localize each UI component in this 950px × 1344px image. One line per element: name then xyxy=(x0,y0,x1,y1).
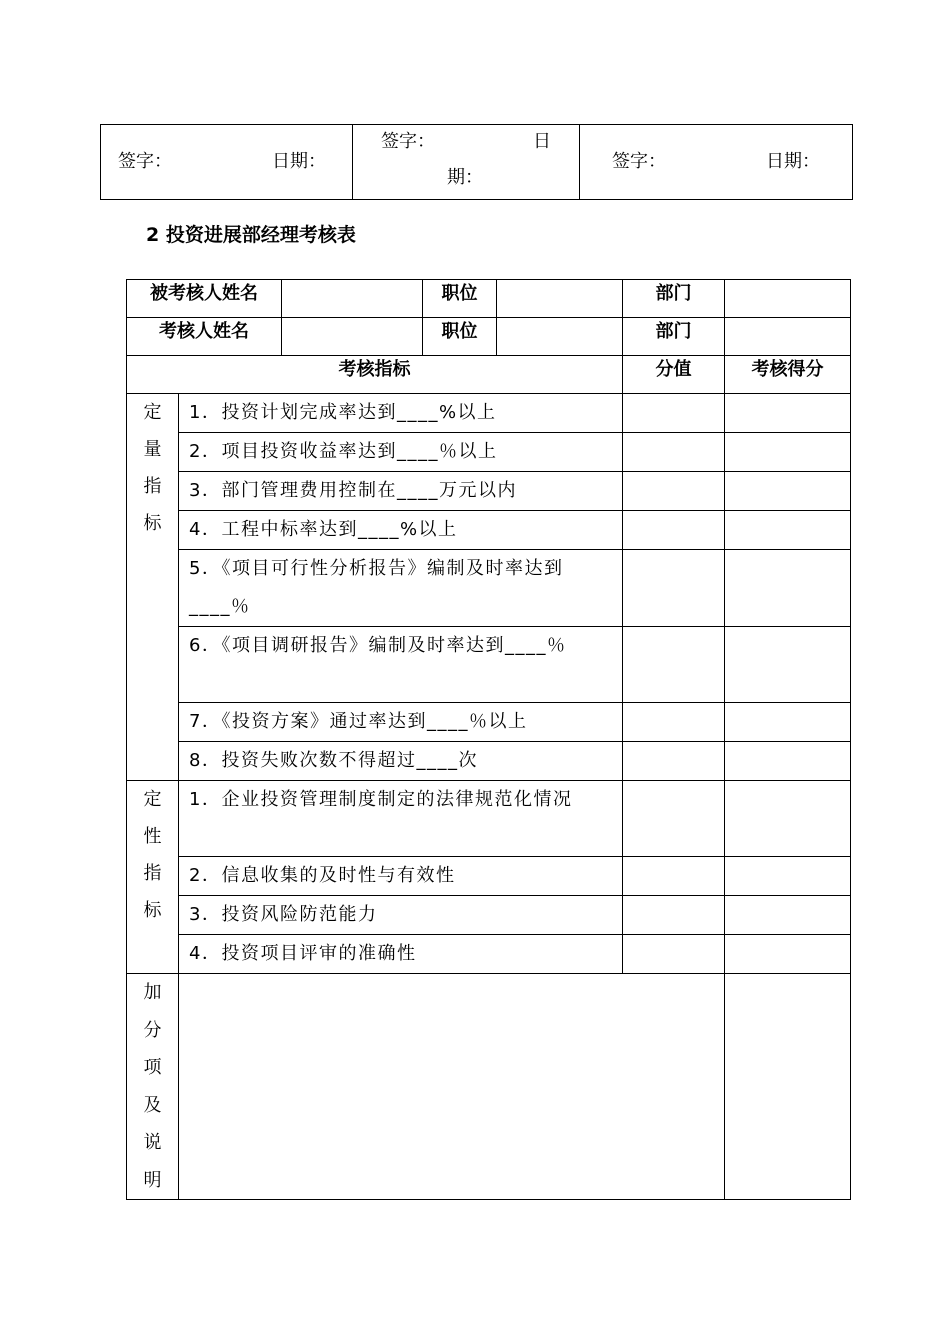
score-obtained-cell[interactable] xyxy=(725,433,851,472)
assessee-name-value[interactable] xyxy=(282,280,423,318)
sign-label: 签字： xyxy=(612,151,666,172)
signature-cell-right xyxy=(580,125,853,200)
score-obtained-cell[interactable] xyxy=(725,394,851,433)
assessee-position-value[interactable] xyxy=(497,280,623,318)
assessor-position-label: 职位 xyxy=(423,318,497,356)
score-obtained-cell[interactable] xyxy=(725,511,851,550)
score-value-cell[interactable] xyxy=(623,857,725,896)
evaluation-table xyxy=(126,279,851,1200)
score-value-cell[interactable] xyxy=(623,742,725,781)
qualitative-category: 定 性 指 标 xyxy=(127,781,179,974)
date-label: 日期： xyxy=(766,151,820,172)
assessee-dept-value[interactable] xyxy=(725,280,851,318)
score-value-header: 分值 xyxy=(623,356,725,394)
signature-cell-left xyxy=(101,125,353,200)
qualitative-item: 3．投资风险防范能力 xyxy=(179,896,623,935)
qualitative-item: 4．投资项目评审的准确性 xyxy=(179,935,623,974)
score-value-cell[interactable] xyxy=(623,394,725,433)
assessor-name-label: 考核人姓名 xyxy=(127,318,282,356)
score-obtained-cell[interactable] xyxy=(725,472,851,511)
score-value-cell[interactable] xyxy=(623,472,725,511)
score-value-cell[interactable] xyxy=(623,703,725,742)
score-obtained-cell[interactable] xyxy=(725,742,851,781)
signature-table xyxy=(100,124,853,200)
assessee-dept-label: 部门 xyxy=(623,280,725,318)
qualitative-item: 2．信息收集的及时性与有效性 xyxy=(179,857,623,896)
date-label-part1: 日 xyxy=(533,131,551,152)
score-value-cell[interactable] xyxy=(623,935,725,974)
quantitative-item: 1．投资计划完成率达到____%以上 xyxy=(179,394,623,433)
score-obtained-cell[interactable] xyxy=(725,781,851,857)
signature-cell-middle xyxy=(353,125,580,200)
assessee-position-label: 职位 xyxy=(423,280,497,318)
indicator-header: 考核指标 xyxy=(127,356,623,394)
assessee-name-label: 被考核人姓名 xyxy=(127,280,282,318)
score-value-cell[interactable] xyxy=(623,550,725,627)
assessor-dept-value[interactable] xyxy=(725,318,851,356)
assessor-name-value[interactable] xyxy=(282,318,423,356)
bonus-category: 加 分 项 及 说 明 xyxy=(127,974,179,1200)
score-value-cell[interactable] xyxy=(623,781,725,857)
assessor-position-value[interactable] xyxy=(497,318,623,356)
date-label: 日期： xyxy=(272,151,326,172)
score-obtained-cell[interactable] xyxy=(725,703,851,742)
score-obtained-cell[interactable] xyxy=(725,627,851,703)
date-label-part2: 期： xyxy=(447,167,483,188)
sign-label: 签字： xyxy=(381,131,435,152)
assessor-dept-label: 部门 xyxy=(623,318,725,356)
quantitative-item: 8．投资失败次数不得超过____次 xyxy=(179,742,623,781)
score-obtained-cell[interactable] xyxy=(725,896,851,935)
score-value-cell[interactable] xyxy=(623,511,725,550)
score-obtained-header: 考核得分 xyxy=(725,356,851,394)
score-value-cell[interactable] xyxy=(623,627,725,703)
score-value-cell[interactable] xyxy=(623,433,725,472)
qualitative-item: 1．企业投资管理制度制定的法律规范化情况 xyxy=(179,781,623,857)
quantitative-item: 4．工程中标率达到____%以上 xyxy=(179,511,623,550)
bonus-description-cell[interactable] xyxy=(179,974,725,1200)
score-obtained-cell[interactable] xyxy=(725,857,851,896)
quantitative-item: 5．《项目可行性分析报告》编制及时率达到____％ xyxy=(179,550,623,627)
quantitative-item: 7．《投资方案》通过率达到____％以上 xyxy=(179,703,623,742)
score-obtained-cell[interactable] xyxy=(725,935,851,974)
bonus-score-cell[interactable] xyxy=(725,974,851,1200)
score-value-cell[interactable] xyxy=(623,896,725,935)
section-heading: 2 投资进展部经理考核表 xyxy=(146,224,356,246)
quantitative-category: 定 量 指 标 xyxy=(127,394,179,781)
quantitative-item: 3．部门管理费用控制在____万元以内 xyxy=(179,472,623,511)
quantitative-item: 6．《项目调研报告》编制及时率达到____％ xyxy=(179,627,623,703)
quantitative-item: 2．项目投资收益率达到____％以上 xyxy=(179,433,623,472)
score-obtained-cell[interactable] xyxy=(725,550,851,627)
sign-label: 签字： xyxy=(118,151,172,172)
